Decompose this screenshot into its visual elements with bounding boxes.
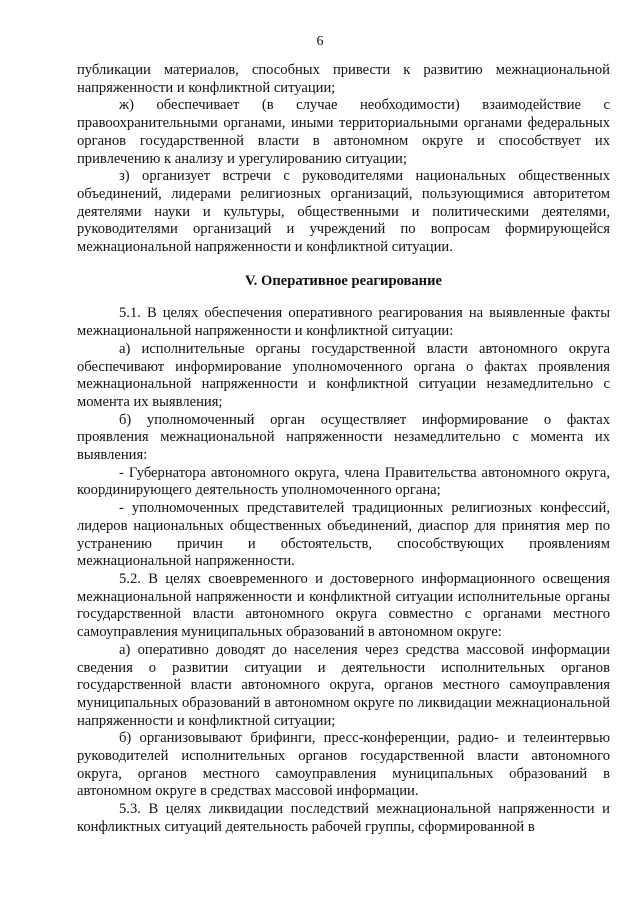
paragraph-item-zh: ж) обеспечивает (в случае необходимости) взаимодействие с правоохранительными органами, иными территориальными органами федеральных органов государственной власти в автономном округе и способствует их привлечению к анализу и урегулированию ситуации; bbox=[77, 97, 610, 167]
paragraph-item-z: з) организует встречи с руководителями национальных общественных объединений, лидерами религиозных организаций, пользующимися авторитетом деятелями науки и культуры, общественными и политическими деятелями, руководителями организаций и учреждений по вопросам формирующейся межнациональной напряженности и конфликтной ситуации. bbox=[77, 168, 610, 256]
paragraph-continuation: публикации материалов, способных привести к развитию межнациональной напряженности и конфликтной ситуации; bbox=[77, 62, 610, 96]
paragraph-5-1-a: а) исполнительные органы государственной власти автономного округа обеспечивают информирование уполномоченного органа о фактах проявления межнациональной напряженности и конфликтной ситуации незамедлительно с момента их выявления; bbox=[77, 340, 610, 410]
paragraph-dash-governor: - Губернатора автономного округа, члена Правительства автономного округа, координирующего деятельность уполномоченного органа; bbox=[77, 464, 610, 499]
paragraph-5-2-b: б) организовывают брифинги, пресс-конференции, радио- и телеинтервью руководителей исполнительных органов государственной власти автономного округа, органов местного самоуправления муниципальных образований в автономном округе в средствах массовой информации. bbox=[77, 730, 610, 800]
paragraph-5-1-b: б) уполномоченный орган осуществляет информирование о фактах проявления межнациональной напряженности незамедлительно с момента их выявления: bbox=[77, 411, 610, 464]
paragraph-5-2-a: а) оперативно доводят до населения через средства массовой информации сведения о развитии ситуации и деятельности исполнительных органов государственной власти автономного округа, органов местного самоуправления муниципальных образований в автономном округе по ликвидации межнациональной напряженности и конфликтной ситуации; bbox=[77, 641, 610, 729]
paragraph-5-1: 5.1. В целях обеспечения оперативного реагирования на выявленные факты межнациональной напряженности и конфликтной ситуации: bbox=[77, 305, 610, 340]
paragraph-5-2: 5.2. В целях своевременного и достоверного информационного освещения межнациональной напряженности и конфликтной ситуации исполнительные органы государственной власти автономного округа совместно с органами местного самоуправления муниципальных образований в автономном округе: bbox=[77, 570, 610, 641]
page-number: 6 bbox=[316, 34, 324, 49]
paragraph-dash-representatives: - уполномоченных представителей традиционных религиозных конфессий, лидеров национальных общественных объединений, диаспор для принятия мер по устранению причин и обстоятельств, способствующих проявлениям межнациональной напряженности. bbox=[77, 500, 610, 570]
paragraph-5-3: 5.3. В целях ликвидации последствий межнациональной напряженности и конфликтных ситуаций деятельность рабочей группы, сформированной в bbox=[77, 801, 610, 835]
document-body bbox=[77, 62, 610, 837]
section-title: V. Оперативное реагирование bbox=[245, 272, 442, 289]
